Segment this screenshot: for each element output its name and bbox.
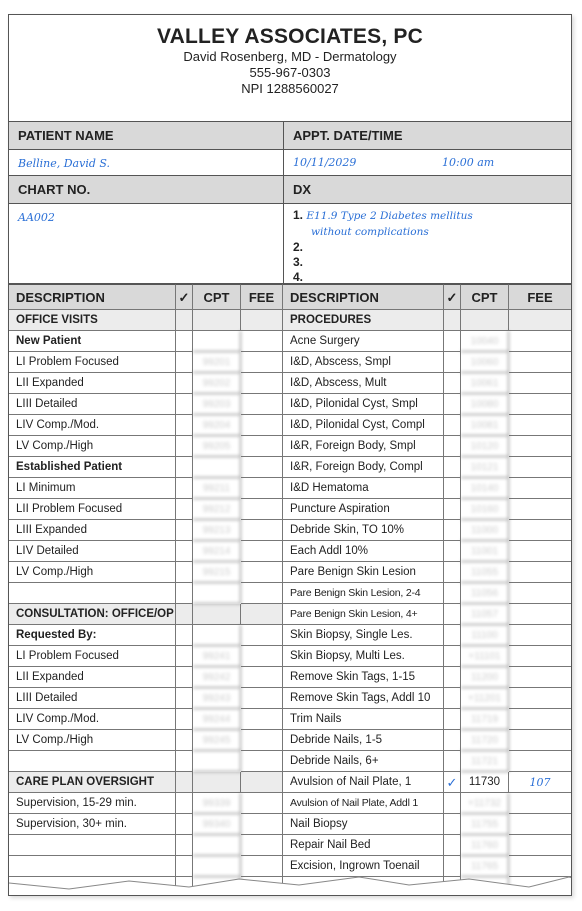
left-fee-cell xyxy=(241,520,283,541)
right-fee-cell xyxy=(509,604,571,625)
left-description-cell: LIII Expanded xyxy=(9,520,176,541)
left-fee-cell xyxy=(241,562,283,583)
right-cpt-cell: 10081 xyxy=(461,415,509,436)
left-cpt-cell xyxy=(193,310,241,331)
right-cpt-cell: 10120 xyxy=(461,436,509,457)
right-description-cell: Skin Biopsy, Single Les. xyxy=(283,625,444,646)
right-description-cell: Avulsion of Nail Plate, 1 xyxy=(283,772,444,793)
right-check-cell xyxy=(444,457,461,478)
right-cpt-cell: 11721 xyxy=(461,751,509,772)
right-cpt-cell: 10140 xyxy=(461,478,509,499)
dx-item-continued: without complications xyxy=(311,226,429,238)
left-check-cell xyxy=(176,394,193,415)
left-cpt-cell: 99201 xyxy=(193,352,241,373)
right-check-cell xyxy=(444,646,461,667)
left-fee-cell xyxy=(241,709,283,730)
appt-time-value: 10:00 am xyxy=(442,156,495,169)
left-description-cell: LIII Detailed xyxy=(9,394,176,415)
left-fee-cell xyxy=(241,730,283,751)
left-check-cell xyxy=(176,457,193,478)
left-cpt-cell: 99242 xyxy=(193,667,241,688)
right-cpt-cell: +11201 xyxy=(461,688,509,709)
left-description-cell xyxy=(9,583,176,604)
right-description-cell: Debride Nails, 6+ xyxy=(283,751,444,772)
right-cpt-cell xyxy=(461,310,509,331)
right-check-cell xyxy=(444,835,461,856)
right-cpt-cell: 11720 xyxy=(461,730,509,751)
doctor-name: David Rosenberg, MD - Dermatology xyxy=(183,49,397,64)
left-check-cell xyxy=(176,646,193,667)
col-description-header: DESCRIPTION xyxy=(283,284,444,310)
right-fee-cell xyxy=(509,583,571,604)
right-check-cell xyxy=(444,541,461,562)
left-fee-cell xyxy=(241,373,283,394)
right-check-cell xyxy=(444,583,461,604)
right-check-cell xyxy=(444,709,461,730)
right-cpt-cell: 11001 xyxy=(461,541,509,562)
right-fee-cell xyxy=(509,394,571,415)
right-check-cell: ✓ xyxy=(444,772,461,793)
right-description-cell: Excision, Ingrown Toenail xyxy=(283,856,444,877)
left-fee-cell xyxy=(241,625,283,646)
left-cpt-cell: 99203 xyxy=(193,394,241,415)
left-description-cell: LI Problem Focused xyxy=(9,646,176,667)
left-description-cell: LIV Comp./Mod. xyxy=(9,415,176,436)
left-description-cell xyxy=(9,835,176,856)
left-check-cell xyxy=(176,436,193,457)
right-fee-cell xyxy=(509,352,571,373)
left-cpt-cell xyxy=(193,583,241,604)
right-check-cell xyxy=(444,814,461,835)
right-description-cell: PROCEDURES xyxy=(283,310,444,331)
right-cpt-cell: 11765 xyxy=(461,856,509,877)
right-fee-cell xyxy=(509,835,571,856)
left-check-cell xyxy=(176,499,193,520)
left-cpt-cell: 99204 xyxy=(193,415,241,436)
torn-edge xyxy=(9,865,572,895)
right-cpt-cell: +11732 xyxy=(461,793,509,814)
right-fee-cell xyxy=(509,646,571,667)
left-description-cell: Requested By: xyxy=(9,625,176,646)
right-check-cell xyxy=(444,730,461,751)
left-check-cell xyxy=(176,478,193,499)
right-cpt-cell: 10121 xyxy=(461,457,509,478)
right-cpt-cell: 10061 xyxy=(461,373,509,394)
left-cpt-cell xyxy=(193,772,241,793)
left-fee-cell xyxy=(241,772,283,793)
col-check-header: ✓ xyxy=(176,284,193,310)
left-cpt-cell xyxy=(193,331,241,352)
dx-label: DX xyxy=(284,176,571,204)
appt-label: APPT. DATE/TIME xyxy=(284,122,571,150)
right-fee-cell xyxy=(509,625,571,646)
services-table xyxy=(9,284,571,896)
left-fee-cell xyxy=(241,352,283,373)
left-fee-cell xyxy=(241,415,283,436)
col-fee-header: FEE xyxy=(241,284,283,310)
left-check-cell xyxy=(176,730,193,751)
left-cpt-cell: 99215 xyxy=(193,562,241,583)
left-check-cell xyxy=(176,793,193,814)
left-description-cell xyxy=(9,751,176,772)
right-fee-cell xyxy=(509,310,571,331)
right-cpt-cell: 11719 xyxy=(461,709,509,730)
left-fee-cell xyxy=(241,751,283,772)
left-cpt-cell xyxy=(193,625,241,646)
right-description-cell: I&D, Pilonidal Cyst, Smpl xyxy=(283,394,444,415)
left-fee-cell xyxy=(241,835,283,856)
left-check-cell xyxy=(176,310,193,331)
dx-item: 1. E11.9 Type 2 Diabetes mellitus xyxy=(293,208,473,222)
right-check-cell xyxy=(444,373,461,394)
left-description-cell: LIII Detailed xyxy=(9,688,176,709)
dx-item: 3. xyxy=(293,255,304,269)
right-check-cell xyxy=(444,436,461,457)
left-check-cell xyxy=(176,415,193,436)
left-description-cell: LV Comp./High xyxy=(9,730,176,751)
right-check-cell xyxy=(444,625,461,646)
left-cpt-cell: 99245 xyxy=(193,730,241,751)
right-fee-cell xyxy=(509,730,571,751)
right-description-cell: Debride Nails, 1-5 xyxy=(283,730,444,751)
left-description-cell: Established Patient xyxy=(9,457,176,478)
left-description-cell: LIV Detailed xyxy=(9,541,176,562)
dx-item: 2. xyxy=(293,240,304,254)
left-check-cell xyxy=(176,583,193,604)
left-cpt-cell: 99241 xyxy=(193,646,241,667)
right-check-cell xyxy=(444,520,461,541)
right-description-cell: Acne Surgery xyxy=(283,331,444,352)
left-description-cell: LIV Comp./Mod. xyxy=(9,709,176,730)
right-check-cell xyxy=(444,562,461,583)
right-fee-cell xyxy=(509,667,571,688)
right-check-cell xyxy=(444,394,461,415)
appt-date-value: 10/11/2029 xyxy=(293,156,357,169)
right-cpt-cell: 11057 xyxy=(461,604,509,625)
left-description-cell: LII Expanded xyxy=(9,373,176,394)
left-description-cell: CONSULTATION: OFFICE/OP xyxy=(9,604,176,625)
right-check-cell xyxy=(444,478,461,499)
left-description-cell: OFFICE VISITS xyxy=(9,310,176,331)
right-fee-cell: 107 xyxy=(509,772,571,793)
right-description-cell: I&D Hematoma xyxy=(283,478,444,499)
left-cpt-cell xyxy=(193,457,241,478)
left-fee-cell xyxy=(241,457,283,478)
right-description-cell: I&D, Abscess, Mult xyxy=(283,373,444,394)
left-cpt-cell: 99339 xyxy=(193,793,241,814)
patient-info xyxy=(9,122,571,284)
right-description-cell: Pare Benign Skin Lesion xyxy=(283,562,444,583)
right-cpt-cell: 11056 xyxy=(461,583,509,604)
right-description-cell: I&D, Pilonidal Cyst, Compl xyxy=(283,415,444,436)
left-cpt-cell: 99205 xyxy=(193,436,241,457)
right-fee-cell xyxy=(509,562,571,583)
right-description-cell: I&D, Abscess, Smpl xyxy=(283,352,444,373)
left-check-cell xyxy=(176,667,193,688)
left-check-cell xyxy=(176,562,193,583)
left-check-cell xyxy=(176,688,193,709)
left-cpt-cell: 99211 xyxy=(193,478,241,499)
left-check-cell xyxy=(176,520,193,541)
left-description-cell: Supervision, 30+ min. xyxy=(9,814,176,835)
left-cpt-cell: 99202 xyxy=(193,373,241,394)
right-check-cell xyxy=(444,751,461,772)
left-check-cell xyxy=(176,751,193,772)
right-description-cell: Nail Biopsy xyxy=(283,814,444,835)
right-fee-cell xyxy=(509,709,571,730)
col-fee-header: FEE xyxy=(509,284,571,310)
right-description-cell: Trim Nails xyxy=(283,709,444,730)
left-description-cell: LV Comp./High xyxy=(9,562,176,583)
col-description-header: DESCRIPTION xyxy=(9,284,176,310)
right-fee-cell xyxy=(509,499,571,520)
left-check-cell xyxy=(176,835,193,856)
left-cpt-cell: 99212 xyxy=(193,499,241,520)
right-fee-cell xyxy=(509,793,571,814)
right-cpt-cell: 11055 xyxy=(461,562,509,583)
practice-header xyxy=(9,15,571,122)
right-fee-cell xyxy=(509,520,571,541)
right-check-cell xyxy=(444,352,461,373)
left-check-cell xyxy=(176,352,193,373)
right-fee-cell xyxy=(509,436,571,457)
left-fee-cell xyxy=(241,667,283,688)
left-check-cell xyxy=(176,541,193,562)
right-fee-cell xyxy=(509,688,571,709)
right-cpt-cell: 10040 xyxy=(461,331,509,352)
left-fee-cell xyxy=(241,394,283,415)
right-cpt-cell: 11755 xyxy=(461,814,509,835)
left-description-cell: LII Expanded xyxy=(9,667,176,688)
right-fee-cell xyxy=(509,457,571,478)
right-cpt-cell: 10160 xyxy=(461,499,509,520)
left-fee-cell xyxy=(241,478,283,499)
right-check-cell xyxy=(444,499,461,520)
right-fee-cell xyxy=(509,415,571,436)
left-cpt-cell xyxy=(193,751,241,772)
patient-name-label: PATIENT NAME xyxy=(9,122,284,150)
practice-phone: 555-967-0303 xyxy=(249,65,331,80)
left-fee-cell xyxy=(241,646,283,667)
right-description-cell: Debride Skin, TO 10% xyxy=(283,520,444,541)
right-check-cell xyxy=(444,604,461,625)
left-cpt-cell xyxy=(193,835,241,856)
left-description-cell: Supervision, 15-29 min. xyxy=(9,793,176,814)
right-check-cell xyxy=(444,310,461,331)
practice-name: VALLEY ASSOCIATES, PC xyxy=(157,25,423,48)
col-check-header: ✓ xyxy=(444,284,461,310)
right-cpt-cell: 11730 xyxy=(461,772,509,793)
right-cpt-cell: 11100 xyxy=(461,625,509,646)
left-check-cell xyxy=(176,625,193,646)
left-fee-cell xyxy=(241,499,283,520)
right-description-cell: Remove Skin Tags, Addl 10 xyxy=(283,688,444,709)
right-description-cell: Pare Benign Skin Lesion, 2-4 xyxy=(283,583,444,604)
right-cpt-cell: +11101 xyxy=(461,646,509,667)
right-check-cell xyxy=(444,667,461,688)
right-check-cell xyxy=(444,331,461,352)
col-cpt-header: CPT xyxy=(193,284,241,310)
superbill-form xyxy=(8,14,572,896)
practice-npi: NPI 1288560027 xyxy=(241,81,339,96)
dx-item: 4. xyxy=(293,270,304,284)
left-description-cell: LI Problem Focused xyxy=(9,352,176,373)
left-cpt-cell: 99244 xyxy=(193,709,241,730)
left-fee-cell xyxy=(241,436,283,457)
left-fee-cell xyxy=(241,688,283,709)
right-description-cell: Remove Skin Tags, 1-15 xyxy=(283,667,444,688)
left-fee-cell xyxy=(241,331,283,352)
left-fee-cell xyxy=(241,604,283,625)
right-cpt-cell: 10080 xyxy=(461,394,509,415)
right-cpt-cell: 10060 xyxy=(461,352,509,373)
left-check-cell xyxy=(176,772,193,793)
left-check-cell xyxy=(176,331,193,352)
left-description-cell: LII Problem Focused xyxy=(9,499,176,520)
left-description-cell: New Patient xyxy=(9,331,176,352)
chart-no-value: AA002 xyxy=(18,211,55,224)
right-fee-cell xyxy=(509,541,571,562)
left-check-cell xyxy=(176,709,193,730)
left-description-cell: CARE PLAN OVERSIGHT xyxy=(9,772,176,793)
right-check-cell xyxy=(444,793,461,814)
right-description-cell: Avulsion of Nail Plate, Addl 1 xyxy=(283,793,444,814)
right-description-cell: Skin Biopsy, Multi Les. xyxy=(283,646,444,667)
right-description-cell: Pare Benign Skin Lesion, 4+ xyxy=(283,604,444,625)
right-cpt-cell: 11760 xyxy=(461,835,509,856)
left-check-cell xyxy=(176,604,193,625)
right-fee-cell xyxy=(509,814,571,835)
left-fee-cell xyxy=(241,793,283,814)
left-cpt-cell: 99214 xyxy=(193,541,241,562)
right-description-cell: I&R, Foreign Body, Smpl xyxy=(283,436,444,457)
left-description-cell: LV Comp./High xyxy=(9,436,176,457)
left-fee-cell xyxy=(241,310,283,331)
left-cpt-cell: 99243 xyxy=(193,688,241,709)
col-cpt-header: CPT xyxy=(461,284,509,310)
right-cpt-cell: 11000 xyxy=(461,520,509,541)
right-cpt-cell: 11200 xyxy=(461,667,509,688)
patient-name-value: Belline, David S. xyxy=(18,157,111,170)
left-check-cell xyxy=(176,373,193,394)
right-check-cell xyxy=(444,688,461,709)
right-description-cell: I&R, Foreign Body, Compl xyxy=(283,457,444,478)
left-fee-cell xyxy=(241,814,283,835)
right-check-cell xyxy=(444,415,461,436)
right-fee-cell xyxy=(509,373,571,394)
left-fee-cell xyxy=(241,541,283,562)
left-cpt-cell: 99340 xyxy=(193,814,241,835)
left-cpt-cell xyxy=(193,604,241,625)
left-fee-cell xyxy=(241,583,283,604)
right-description-cell: Puncture Aspiration xyxy=(283,499,444,520)
left-description-cell: LI Minimum xyxy=(9,478,176,499)
dx-list xyxy=(284,204,571,284)
right-fee-cell xyxy=(509,751,571,772)
left-check-cell xyxy=(176,814,193,835)
right-fee-cell xyxy=(509,331,571,352)
chart-no-label: CHART NO. xyxy=(9,176,284,204)
right-description-cell: Each Addl 10% xyxy=(283,541,444,562)
right-description-cell: Repair Nail Bed xyxy=(283,835,444,856)
left-cpt-cell: 99213 xyxy=(193,520,241,541)
right-fee-cell xyxy=(509,478,571,499)
